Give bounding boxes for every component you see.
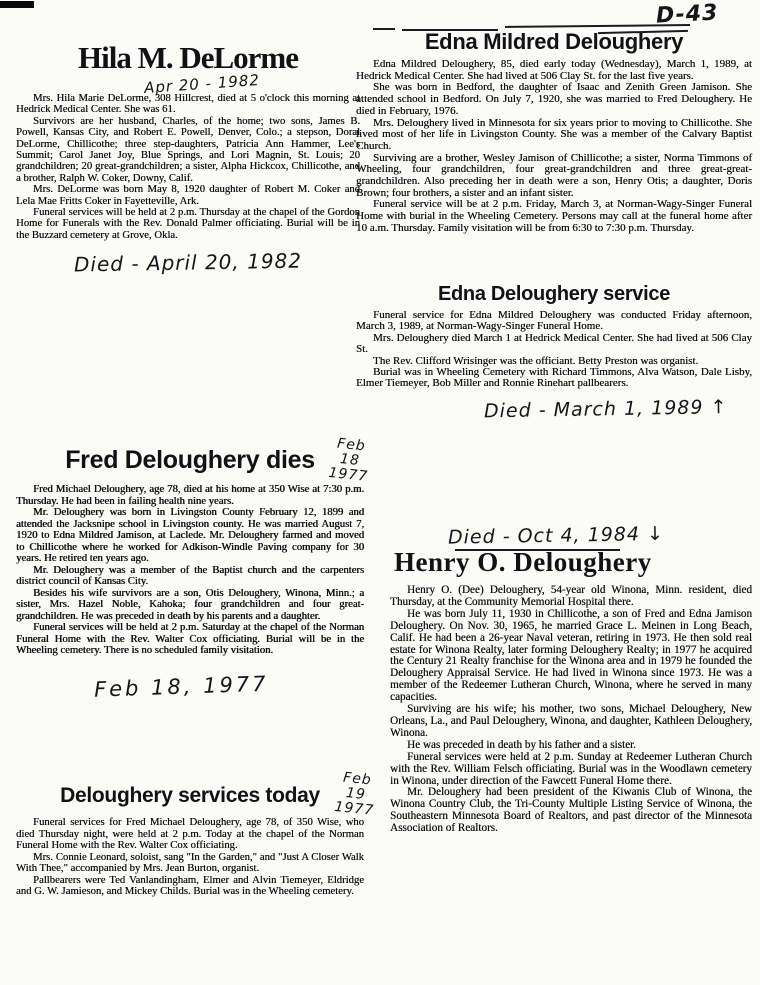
paragraph: Funeral service will be at 2 p.m. Friday, March 3, at Norman-Wagy-Singer Funeral Home with burial in the Wheeling Cemetery. Persons may call at the funeral home after 10 a.m. Thursday. Family visitation will be from 6:30 to 7:30 p.m. Thursday. [356, 198, 752, 234]
paragraph: Surviving are a brother, Wesley Jamison of Chillicothe; a sister, Norma Timmons of Wheeling, four grandchildren, four great-grandchildren and three great-great-grandchildren. Also preceding her in death were a son, Henry Otis; a daughter, Doris Brown; four brothers, a sister and an infant sister. [356, 151, 752, 199]
paragraph: Funeral service for Edna Mildred Deloughery was conducted Friday afternoon, March 3, 1989, at Norman-Wagy-Singer Funeral Home. [356, 309, 752, 333]
article-title-fred: Fred Deloughery dies [65, 446, 315, 474]
paragraph: The Rev. Clifford Wrisinger was the officiant. Betty Preston was organist. [373, 354, 699, 367]
paragraph: Besides his wife survivors are a son, Otis Deloughery, Winona, Minn.; a sister, Mrs. Hazel Noble, Kahoka; four grandchildren and four great-grandchildren. He was preceded in death by his parents and a daughter. [16, 586, 364, 622]
article-title-hila: Hila M. DeLorme [77, 40, 298, 75]
handwritten-date-line: 18 [339, 451, 361, 469]
handwritten-death-date: Died - April 20, 1982 [73, 248, 303, 277]
handwritten-death-date: Died - Oct 4, 1984 ↓ [447, 522, 665, 549]
paragraph: Mr. Deloughery had been president of the Kiwanis Club of Winona, the Winona Country Club, the Tri-County Multiple Listing Service of Winona, the Southeastern Minnesota Board of Realtors, and past director of the Minnesota Association of Realtors. [390, 786, 752, 835]
article-title-henry: Henry O. Deloughery [394, 547, 652, 577]
paragraph: Edna Mildred Deloughery, 85, died early today (Wednesday), March 1, 1989, at Hedrick Medical Center. She had lived at 506 Clay St. for the last five years. [356, 58, 752, 82]
paragraph: Mrs. Hila Marie DeLorme, 308 Hillcrest, died at 5 o'clock this morning at Hedrick Medical Center. She was 61. [16, 92, 360, 116]
handwritten-date-line: Feb [342, 769, 373, 789]
paragraph: Mr. Deloughery was born in Livingston County February 12, 1899 and attended the Jacksnipe school in Livingston county. He was married August 7, 1920 to Edna Mildred Jamison, at Laclede. Mr. Deloughery farmed and moved to Chillicothe where he worked for Adkison-Windle Paving company for 30 years. He retired ten years ago. [16, 506, 364, 564]
page-number-handwritten: D-43 [655, 0, 720, 29]
paragraph: She was born in Bedford, the daughter of Isaac and Zenith Green Jamison. She attended school in Bedford. On July 7, 1920, she was married to Fred Deloughery. He died in February, 1976. [356, 81, 752, 117]
paragraph: Mrs. Deloughery lived in Minnesota for six years prior to moving to Chillicothe. She lived most of her life in Livingston County. She was a member of the Calvary Baptist Church. [356, 116, 752, 152]
paragraph: Funeral services will be held at 2 p.m. Thursday at the chapel of the Gordon Home for Funerals with the Rev. Donald Palmer officiating. Burial will be in the Buzzard cemetery at Grove, Okla. [16, 206, 360, 241]
article-edna-deloughery [356, 20, 752, 235]
paragraph: Fred Michael Deloughery, age 78, died at his home at 350 Wise at 7:30 p.m. Thursday. He had been in failing health nine years. [16, 483, 364, 507]
handwritten-date-line: 1977 [328, 464, 370, 485]
paragraph: He was preceded in death by his father and a sister. [407, 738, 636, 751]
paragraph: Surviving are his wife; his mother, two sons, Michael Deloughery, New Orleans, La., and Paul Deloughery, Winona, and daughter, Kathleen Deloughery, Winona. [390, 703, 752, 739]
article-deloughery-services-today [16, 769, 376, 898]
paragraph: Mrs. Deloughery died March 1 at Hedrick Medical Center. She had lived at 506 Clay St. [356, 331, 752, 356]
paragraph: Pallbearers were Ted Vanlandingham, Elmer and Alvin Tiemeyer, Eldridge and G. W. Jamieson, and Mickey Childs. Burial was in the Wheeling cemetery. [16, 873, 364, 897]
handwritten-date-line: 1977 [334, 798, 376, 819]
handwritten-date-line: 19 [345, 785, 367, 803]
paragraph: Burial was in Wheeling Cemetery with Richard Timmons, Alva Watson, Dale Lisby, Elmer Tiemeyer, Bob Miller and Ronnie Rinehart pallbearers. [356, 366, 752, 390]
paragraph: Mrs. Connie Leonard, soloist, sang "In the Garden," and "Just A Closer Walk With Thee," accompanied by Mrs. Jean Burton, organist. [16, 850, 364, 874]
paragraph: Survivors are her husband, Charles, of the home; two sons, James B. Powell, Kansas City, and Robert E. Powell, Denver, Colo.; a stepson, Doral DeLorme, Chillicothe; three step-daughters, Patricia Ann Hammer, Lee's Summit; Carol Janet Joy, Blue Springs, and Lori Magnin, St. Louis; 20 grandchildren; 20 great-grandchildren; a sister, Alpha Hickcox, Chillicothe, and a brother, Ralph W. Coker, Downy, Calif. [16, 114, 360, 184]
paragraph: Mrs. DeLorme was born May 8, 1920 daughter of Robert M. Coker and Lela Mae Fritts Coker in Fayetteville, Ark. [16, 183, 360, 207]
handwritten-date-line: Feb [336, 435, 367, 455]
article-title-edna-service: Edna Deloughery service [437, 283, 671, 305]
article-fred-deloughery [16, 435, 370, 702]
article-title-services: Deloughery services today [60, 784, 320, 807]
paragraph: Henry O. (Dee) Deloughery, 54-year old Winona, Minn. resident, died Thursday, at the Community Memorial Hospital there. [390, 584, 752, 608]
paragraph: Funeral services will be held at 2 p.m. Saturday at the chapel of the Norman Funeral Home with the Rev. Walter Cox officiating. Burial will be in the Wheeling cemetery. There is no scheduled family visitation. [16, 621, 364, 656]
handwritten-date-note [334, 770, 378, 819]
article-hila-delorme [16, 40, 360, 277]
handwritten-death-date: Feb 18, 1977 [93, 671, 269, 702]
paragraph: He was born July 11, 1930 in Chillicothe, a son of Fred and Edna Jamison Deloughery. On Nov. 30, 1965, he married Grace L. Meinen in Long Beach, Calif. He had been a 26-year Naval veteran, retiring in 1973. He then sold real estate for Winona Realty, later forming Deloughery Realty; in 1977 he acquired the Century 21 Realty franchise for the Winona area and in 1979 he founded the Deloughery Appraisal Service. He had lived in Winona since 1973. He was a member of the Redeemer Lutheran Church, Winona, where he served in many capacities. [390, 607, 752, 704]
article-edna-service [356, 283, 752, 423]
paragraph: Funeral services were held at 2 p.m. Sunday at Redeemer Lutheran Church with the Rev. William Felsch officiating. Burial was in the Woodlawn cemetery in Winona, under direction of the Fawcett Funeral Home there. [390, 750, 752, 787]
handwritten-date-note [328, 436, 372, 485]
scan-artifact-mark [0, 1, 34, 8]
handwritten-death-date: Died - March 1, 1989 ↑ [483, 395, 728, 423]
paragraph: Funeral services for Fred Michael Deloughery, age 78, of 350 Wise, who died Thursday night, were held at 2 p.m. Today at the chapel of the Norman Funeral Home with the Rev. Walter Cox officiating. [16, 816, 364, 851]
handwritten-date-note: Apr 20 - 1982 [143, 70, 261, 98]
article-title-edna: Edna Mildred Deloughery [424, 29, 684, 54]
paragraph: Mr. Deloughery was a member of the Baptist church and the carpenters district council of Kansas City. [16, 563, 364, 587]
article-henry-deloughery [390, 524, 752, 835]
